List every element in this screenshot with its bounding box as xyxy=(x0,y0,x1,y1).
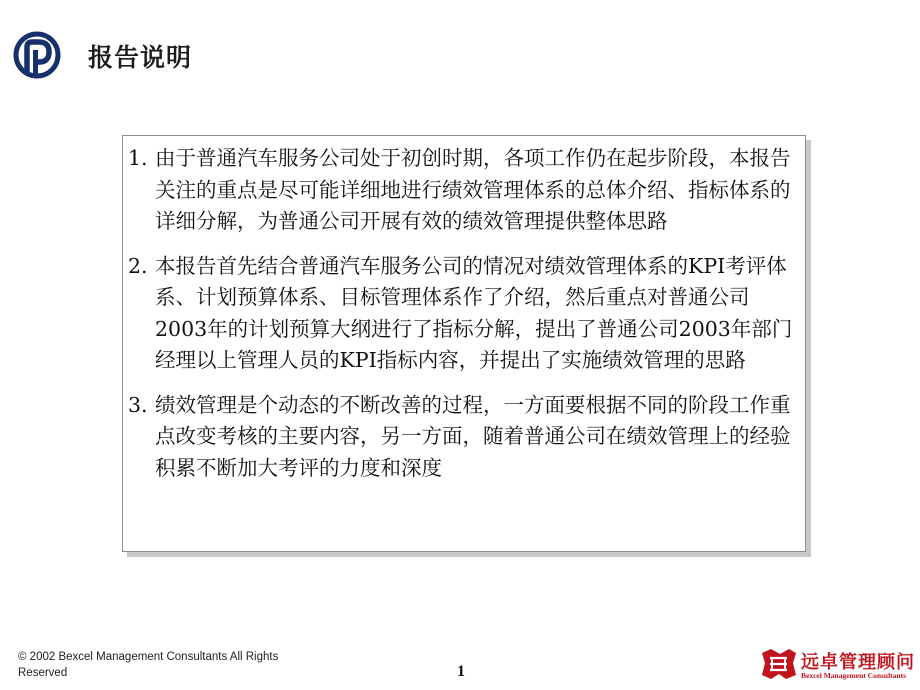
list-item xyxy=(128,251,800,377)
item-number: 3. xyxy=(128,392,148,417)
report-notes-list xyxy=(128,143,800,497)
item-text: 本报告首先结合普通汽车服务公司的情况对绩效管理体系的KPI考评体系、计划预算体系、目标管理体系作了介绍，然后重点对普通公司2003年的计划预算大纲进行了指标分解，提出了普通公司2003年部门经理以上管理人员的KPI指标内容，并提出了实施绩效管理的思路 xyxy=(155,253,793,372)
item-number: 2. xyxy=(128,253,148,278)
list-item xyxy=(128,143,800,238)
item-number: 1. xyxy=(128,146,148,170)
brand-english-name: Bexcel Management Consultants xyxy=(801,671,906,680)
brand-name: 远卓管理顾问 xyxy=(801,652,915,673)
company-logo-icon xyxy=(13,31,61,79)
item-text: 绩效管理是个动态的不断改善的过程，一方面要根据不同的阶段工作重点改变考核的主要内容，另一方面，随着普通公司在绩效管理上的经验积累不断加大考评的力度和深度 xyxy=(155,392,791,480)
page-number: 1 xyxy=(457,663,465,680)
brand-mark-icon xyxy=(760,649,798,679)
page-title: 报告说明 xyxy=(88,43,193,72)
list-item xyxy=(128,390,800,485)
brand-logo xyxy=(760,648,915,682)
item-text: 由于普通汽车服务公司处于初创时期，各项工作仍在起步阶段，本报告关注的重点是尽可能详细地进行绩效管理体系的总体介绍、指标体系的详细分解，为普通公司开展有效的绩效管理提供整体思路 xyxy=(155,146,791,233)
report-notes-box xyxy=(122,135,806,552)
copyright-notice: © 2002 Bexcel Management Consultants All Rights Reserved xyxy=(18,651,279,679)
